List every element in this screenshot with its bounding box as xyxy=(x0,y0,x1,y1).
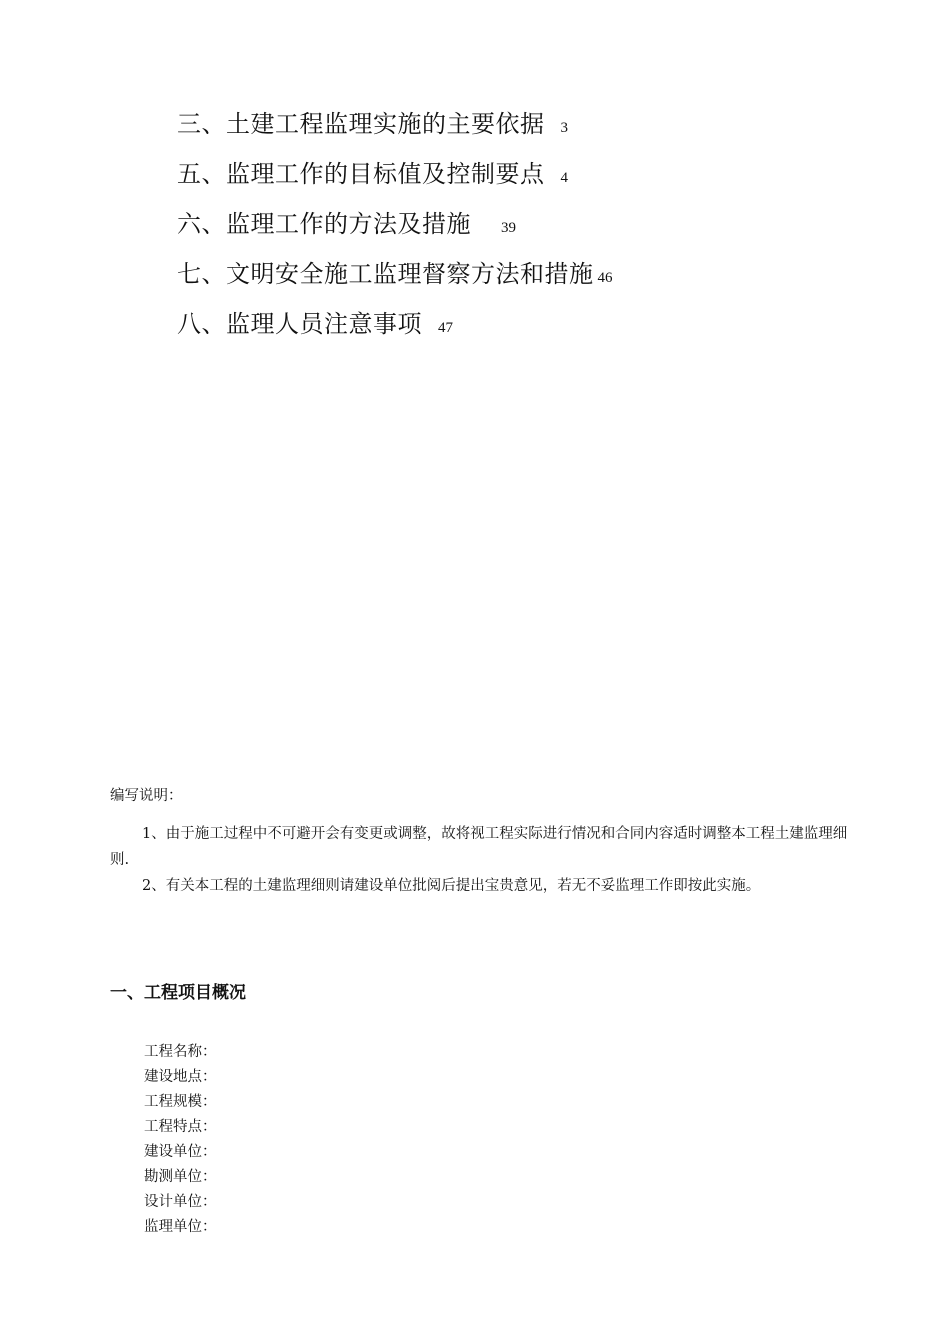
notes-heading: 编写说明： xyxy=(110,788,183,804)
field-survey-unit: 勘测单位： xyxy=(144,1169,217,1185)
field-project-name: 工程名称： xyxy=(144,1044,217,1060)
toc-item[interactable] xyxy=(177,154,613,204)
toc-item-title: 七、文明安全施工监理督察方法和措施 xyxy=(177,260,594,288)
notes-paragraph: 2、有关本工程的土建监理细则请建设单位批阅后提出宝贵意见，若无不妥监理工作即按此实施。 xyxy=(142,878,761,894)
field-supervision-unit: 监理单位： xyxy=(144,1219,217,1235)
writing-notes xyxy=(110,784,850,899)
toc-item[interactable] xyxy=(177,254,613,304)
toc-item-page: 39 xyxy=(501,220,516,236)
section-heading: 一、工程项目概况 xyxy=(110,983,246,1003)
toc-item-title: 五、监理工作的目标值及控制要点 xyxy=(177,160,545,188)
toc-item[interactable] xyxy=(177,204,613,254)
field-design-unit: 设计单位： xyxy=(144,1194,217,1210)
toc-item-title: 六、监理工作的方法及措施 xyxy=(177,210,471,238)
project-fields xyxy=(144,1040,217,1240)
field-location: 建设地点： xyxy=(144,1069,217,1085)
toc-item-page: 47 xyxy=(438,320,453,336)
table-of-contents xyxy=(177,104,613,354)
field-features: 工程特点： xyxy=(144,1119,217,1135)
notes-paragraph: 1、由于施工过程中不可避开会有变更或调整，故将视工程实际进行情况和合同内容适时调整本工程土建监理细则. xyxy=(110,826,848,868)
toc-item[interactable] xyxy=(177,104,613,154)
toc-item[interactable] xyxy=(177,304,613,354)
field-owner: 建设单位： xyxy=(144,1144,217,1160)
toc-item-title: 三、土建工程监理实施的主要依据 xyxy=(177,110,545,138)
field-scale: 工程规模： xyxy=(144,1094,217,1110)
toc-item-page: 3 xyxy=(560,120,568,136)
toc-item-page: 46 xyxy=(597,270,613,286)
toc-item-page: 4 xyxy=(560,170,568,186)
toc-item-title: 八、监理人员注意事项 xyxy=(177,310,422,338)
